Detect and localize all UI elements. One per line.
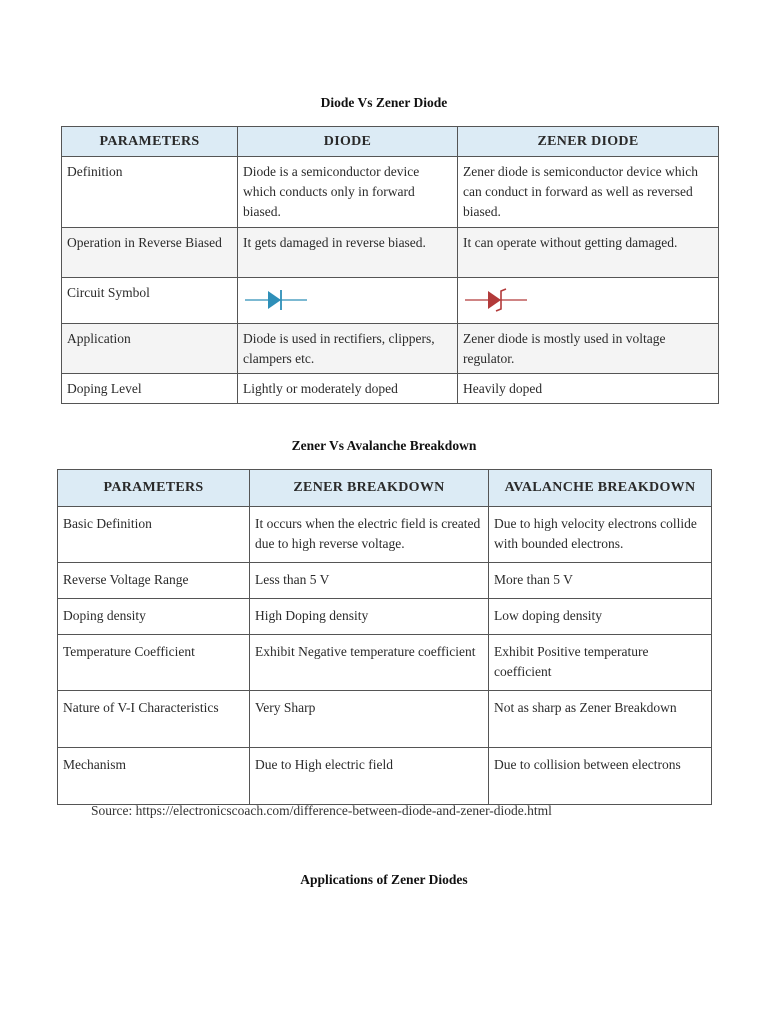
header-cell: AVALANCHE BREAKDOWN [489,470,712,507]
zener-breakdown-cell: Less than 5 V [250,563,489,599]
header-cell: ZENER BREAKDOWN [250,470,489,507]
diode-cell: Diode is a semiconductor device which conducts only in forward biased. [238,157,458,228]
param-cell: Definition [62,157,238,228]
table-header-row [58,470,712,507]
param-cell: Operation in Reverse Biased [62,228,238,278]
zener-breakdown-cell: It occurs when the electric field is created due to high reverse voltage. [250,507,489,563]
zener-cell: Zener diode is mostly used in voltage regulator. [458,324,719,374]
zener-cell: It can operate without getting damaged. [458,228,719,278]
param-cell: Basic Definition [58,507,250,563]
zener-cell: Heavily doped [458,374,719,404]
applications-title: Applications of Zener Diodes [300,872,468,887]
zener-symbol-cell [458,278,719,324]
diode-cell: Lightly or moderately doped [238,374,458,404]
param-cell: Circuit Symbol [62,278,238,324]
zener-breakdown-cell: High Doping density [250,599,489,635]
diode-cell: It gets damaged in reverse biased. [238,228,458,278]
zener-vs-avalanche-table [57,469,712,805]
table-row [62,228,719,278]
table-row [58,599,712,635]
avalanche-breakdown-cell: Not as sharp as Zener Breakdown [489,691,712,748]
table-header-row [62,127,719,157]
header-cell: PARAMETERS [58,470,250,507]
param-cell: Reverse Voltage Range [58,563,250,599]
avalanche-breakdown-cell: Exhibit Positive temperature coefficient [489,635,712,691]
header-cell: ZENER DIODE [458,127,719,157]
header-cell: PARAMETERS [62,127,238,157]
avalanche-breakdown-cell: More than 5 V [489,563,712,599]
zener-breakdown-cell: Exhibit Negative temperature coefficient [250,635,489,691]
avalanche-breakdown-cell: Due to collision between electrons [489,748,712,805]
table-row [62,157,719,228]
diode-symbol-icon [243,287,313,313]
zener-vs-avalanche-title: Zener Vs Avalanche Breakdown [291,438,477,453]
table-row [62,374,719,404]
zener-breakdown-cell: Due to High electric field [250,748,489,805]
param-cell: Temperature Coefficient [58,635,250,691]
table-row [62,324,719,374]
diode-vs-zener-title: Diode Vs Zener Diode [320,95,448,110]
diode-cell: Diode is used in rectifiers, clippers, clampers etc. [238,324,458,374]
table-row [58,748,712,805]
header-cell: DIODE [238,127,458,157]
zener-diode-symbol-icon [463,287,533,313]
param-cell: Application [62,324,238,374]
param-cell: Nature of V-I Characteristics [58,691,250,748]
source-citation: Source: https://electronicscoach.com/difference-between-diode-and-zener-diode.html [91,803,552,818]
table-row [58,635,712,691]
param-cell: Doping density [58,599,250,635]
diode-vs-zener-table [61,126,719,404]
avalanche-breakdown-cell: Due to high velocity electrons collide with bounded electrons. [489,507,712,563]
zener-breakdown-cell: Very Sharp [250,691,489,748]
table-row [58,507,712,563]
diode-symbol-cell [238,278,458,324]
param-cell: Doping Level [62,374,238,404]
param-cell: Mechanism [58,748,250,805]
table-row [62,278,719,324]
avalanche-breakdown-cell: Low doping density [489,599,712,635]
table-row [58,691,712,748]
zener-cell: Zener diode is semiconductor device which can conduct in forward as well as reversed biased. [458,157,719,228]
table-row [58,563,712,599]
